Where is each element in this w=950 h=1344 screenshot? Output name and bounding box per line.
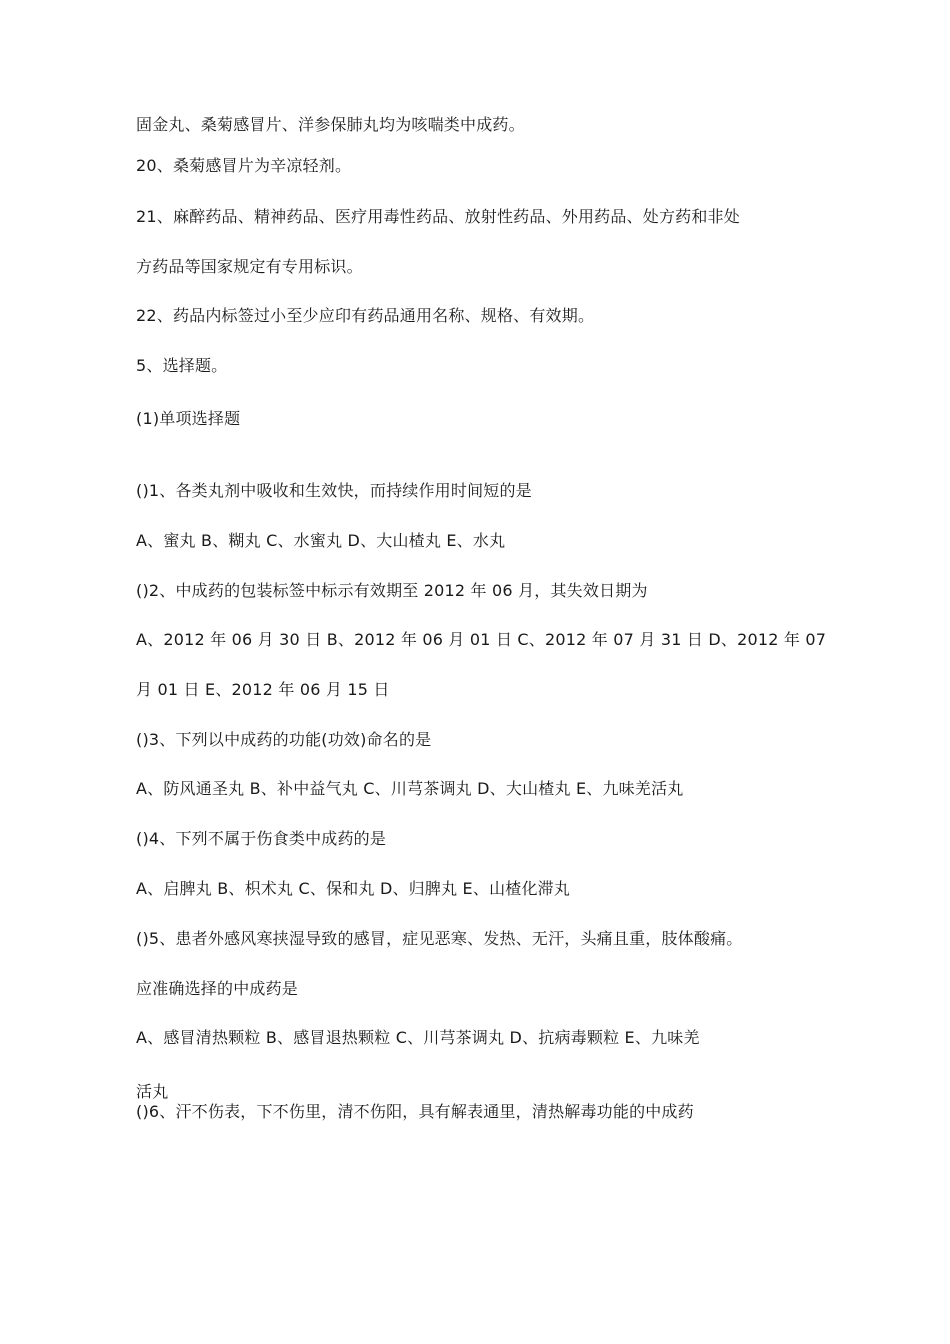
text-line: ()2、中成药的包装标签中标示有效期至 2012 年 06 月，其失效日期为 xyxy=(136,581,648,600)
text-line: A、启脾丸 B、枳术丸 C、保和丸 D、归脾丸 E、山楂化滞丸 xyxy=(136,879,571,898)
text-line: ()5、患者外感风寒挟湿导致的感冒，症见恶寒、发热、无汗，头痛且重，肢体酸痛。 xyxy=(136,929,743,948)
text-line: 活丸 xyxy=(136,1082,169,1101)
text-line: (1)单项选择题 xyxy=(136,409,241,428)
text-line: A、蜜丸 B、糊丸 C、水蜜丸 D、大山楂丸 E、水丸 xyxy=(136,531,506,550)
text-line: 应准确选择的中成药是 xyxy=(136,979,299,998)
text-line: 21、麻醉药品、精神药品、医疗用毒性药品、放射性药品、外用药品、处方药和非处 xyxy=(136,207,740,226)
text-line: A、感冒清热颗粒 B、感冒退热颗粒 C、川芎茶调丸 D、抗病毒颗粒 E、九味羌 xyxy=(136,1028,700,1047)
text-line: 固金丸、桑菊感冒片、洋参保肺丸均为咳喘类中成药。 xyxy=(136,115,525,134)
text-line: 20、桑菊感冒片为辛凉轻剂。 xyxy=(136,156,352,175)
text-line: ()3、下列以中成药的功能(功效)命名的是 xyxy=(136,730,432,749)
text-line: A、防风通圣丸 B、补中益气丸 C、川芎茶调丸 D、大山楂丸 E、九味羌活丸 xyxy=(136,779,684,798)
text-line: A、2012 年 06 月 30 日 B、2012 年 06 月 01 日 C、2012 年 07 月 31 日 D、2012 年 07 xyxy=(136,630,827,649)
text-line: 5、选择题。 xyxy=(136,356,228,375)
text-line: 22、药品内标签过小至少应印有药品通用名称、规格、有效期。 xyxy=(136,306,595,325)
text-line: 方药品等国家规定有专用标识。 xyxy=(136,257,363,276)
text-line: ()4、下列不属于伤食类中成药的是 xyxy=(136,829,387,848)
text-line: ()6、汗不伤表，下不伤里，清不伤阳，具有解表通里，清热解毒功能的中成药 xyxy=(136,1102,694,1121)
text-line: ()1、各类丸剂中吸收和生效快，而持续作用时间短的是 xyxy=(136,481,532,500)
text-line: 月 01 日 E、2012 年 06 月 15 日 xyxy=(136,680,390,699)
